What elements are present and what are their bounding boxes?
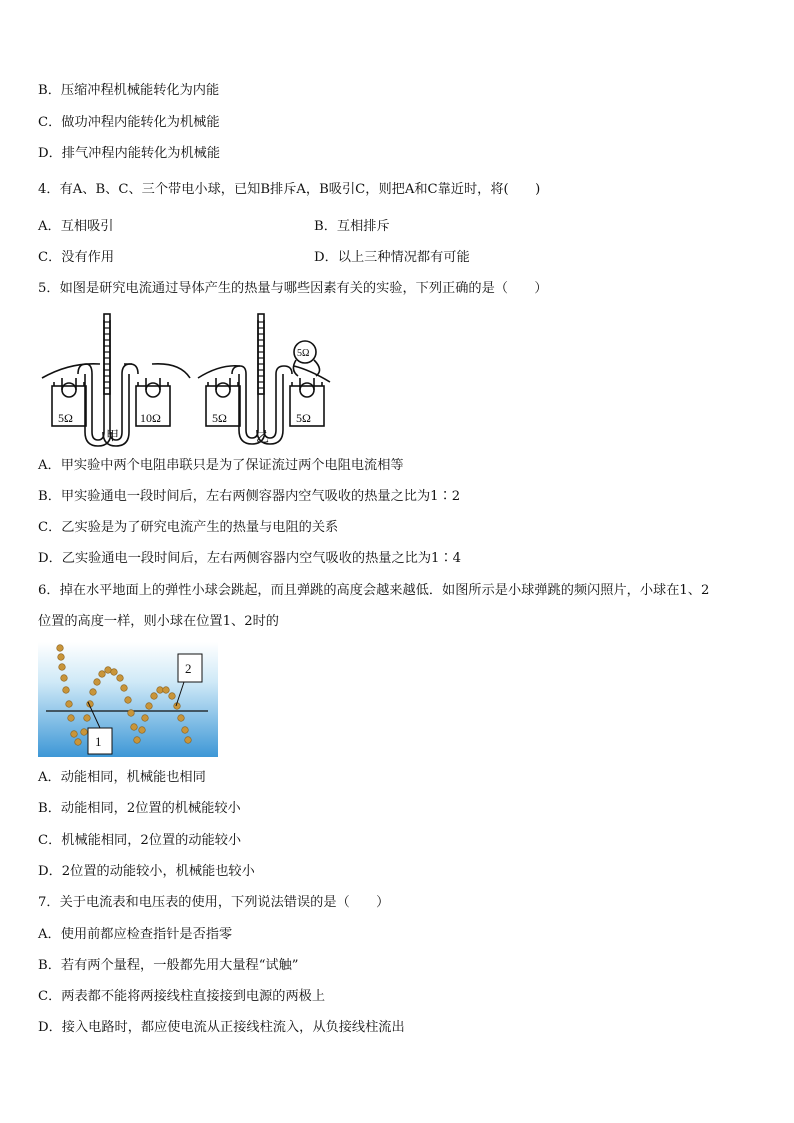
q7-option-a: A．使用前都应检查指针是否指零	[38, 927, 233, 942]
q6-bouncing-ball-photo	[38, 642, 218, 757]
q4-option-d: D．以上三种情况都有可能	[314, 250, 470, 265]
q4-option-b: B．互相排斥	[314, 219, 390, 234]
q5-stem: 5．如图是研究电流通过导体产生的热量与哪些因素有关的实验，下列正确的是（ ）	[38, 281, 548, 296]
q7-stem: 7．关于电流表和电压表的使用，下列说法错误的是（ ）	[38, 895, 390, 910]
fig-right-resistor-2-label: 5Ω	[296, 411, 311, 425]
q3-option-b: B．压缩冲程机械能转化为内能	[38, 83, 220, 98]
q6-option-d: D．2位置的动能较小，机械能也较小	[38, 864, 255, 879]
fig-left-caption: 甲	[106, 428, 120, 443]
q7-option-c: C．两表都不能将两接线柱直接接到电源的两极上	[38, 989, 326, 1004]
q4-option-c: C．没有作用	[38, 250, 115, 265]
fig-right-caption: 乙	[256, 430, 270, 445]
q4-stem: 4．有A、B、C、三个带电小球，已知B排斥A，B吸引C，则把A和C靠近时，将( )	[38, 182, 541, 197]
q5-heating-apparatus-figure	[40, 312, 340, 447]
q3-option-d: D．排气冲程内能转化为机械能	[38, 146, 221, 161]
q5-option-d: D．乙实验通电一段时间后，左右两侧容器内空气吸收的热量之比为1∶4	[38, 551, 461, 566]
fig-left-resistor-1-label: 5Ω	[58, 411, 73, 425]
fig-right-resistor-1-label: 5Ω	[212, 411, 227, 425]
q6-option-b: B．动能相同，2位置的机械能较小	[38, 801, 241, 816]
ball-position-1-label: 1	[95, 734, 102, 749]
q4-option-a: A．互相吸引	[38, 219, 114, 234]
q3-option-c: C．做功冲程内能转化为机械能	[38, 115, 220, 130]
q5-option-a: A．甲实验中两个电阻串联只是为了保证流过两个电阻电流相等	[38, 458, 404, 473]
q6-option-c: C．机械能相同，2位置的动能较小	[38, 833, 242, 848]
ball-position-2-label: 2	[185, 661, 192, 676]
fig-left-resistor-2-label: 10Ω	[140, 411, 161, 425]
q7-option-b: B．若有两个量程，一般都先用大量程“试触”	[38, 958, 299, 973]
q5-option-b: B．甲实验通电一段时间后，左右两侧容器内空气吸收的热量之比为1∶2	[38, 489, 461, 504]
q6-stem-line-1: 6．掉在水平地面上的弹性小球会跳起，而且弹跳的高度会越来越低．如图所示是小球弹跳的频闪照片，小球在1、2	[38, 583, 710, 598]
fig-right-resistor-3-label: 5Ω	[297, 348, 310, 359]
q6-stem-line-2: 位置的高度一样，则小球在位置1、2时的	[38, 614, 279, 629]
q7-option-d: D．接入电路时，都应使电流从正接线柱流入，从负接线柱流出	[38, 1020, 405, 1035]
q5-option-c: C．乙实验是为了研究电流产生的热量与电阻的关系	[38, 520, 339, 535]
q6-option-a: A．动能相同，机械能也相同	[38, 770, 206, 785]
